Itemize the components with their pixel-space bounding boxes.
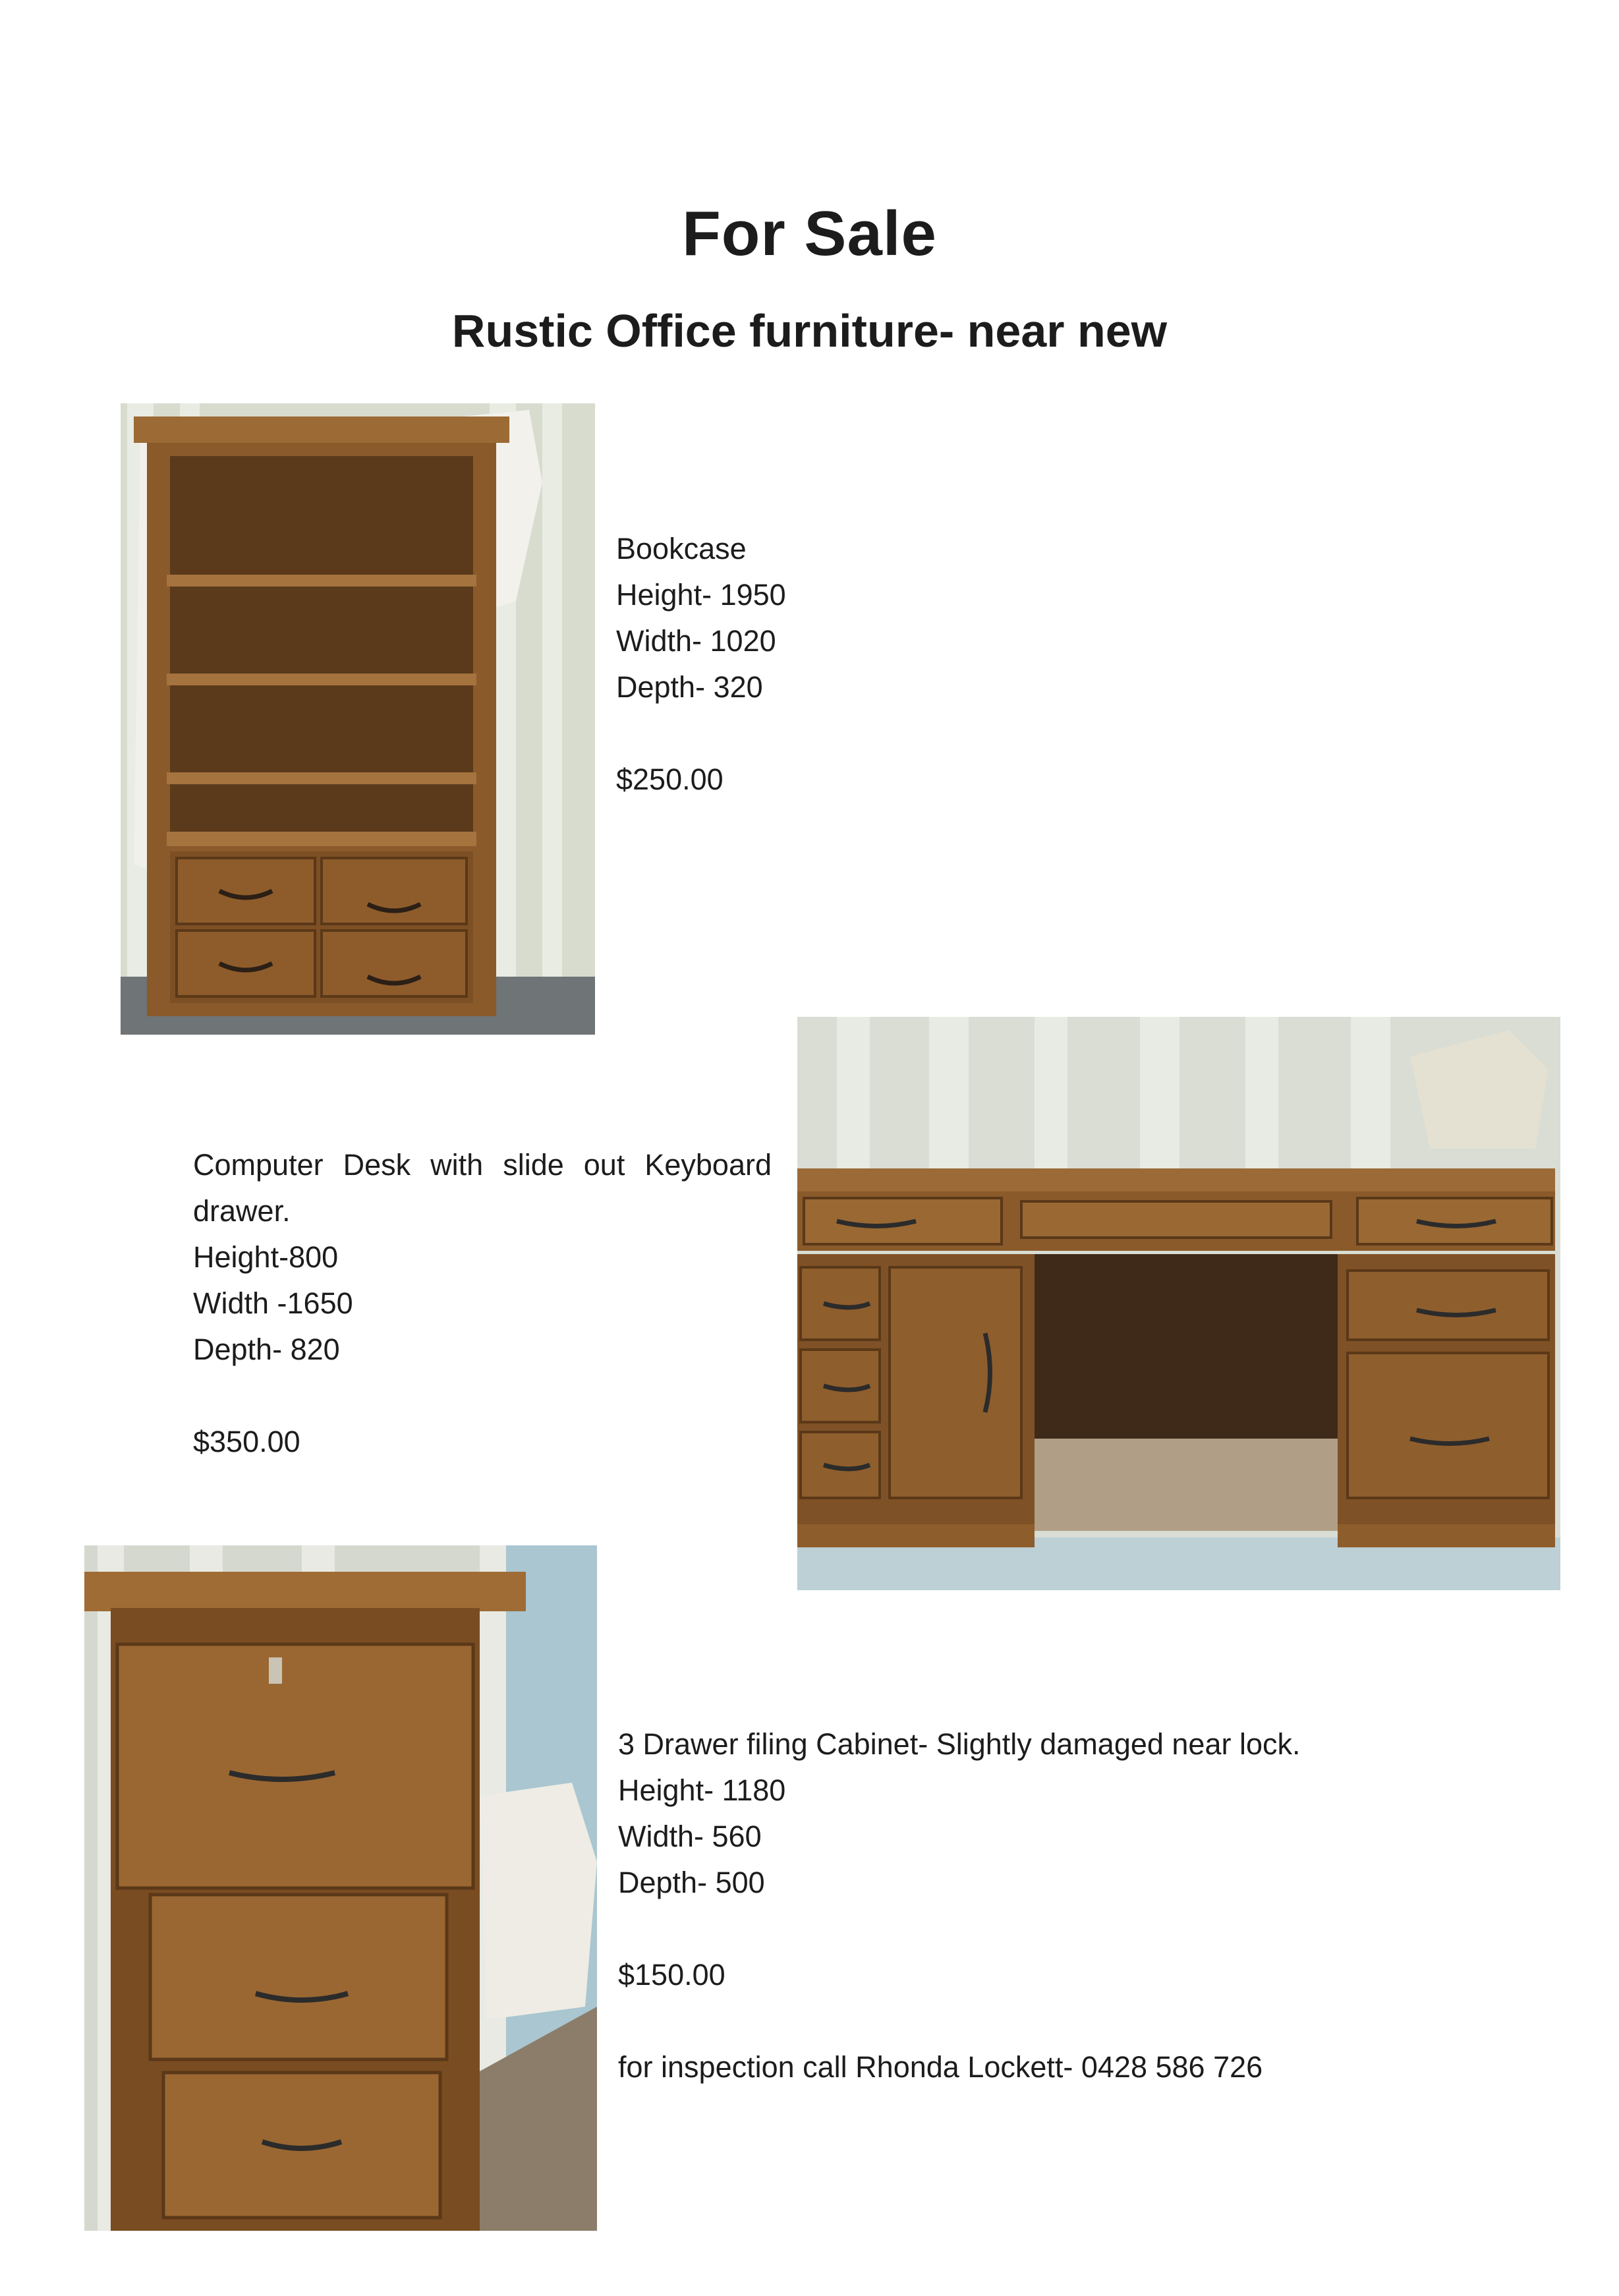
- bookcase-width: Width- 1020: [616, 624, 776, 658]
- filing-cabinet-width: Width- 560: [618, 1820, 762, 1853]
- computer-desk-price: $350.00: [193, 1425, 300, 1458]
- bookcase-depth: Depth- 320: [616, 670, 763, 704]
- filing-cabinet-details: [618, 1721, 1475, 2090]
- filing-cabinet-height: Height- 1180: [618, 1773, 786, 1807]
- computer-desk-photo: [797, 1017, 1560, 1590]
- computer-desk-name: Computer Desk with slide out Keyboard drawer.: [193, 1148, 772, 1228]
- bookcase-price: $250.00: [616, 762, 724, 796]
- contact-info: for inspection call Rhonda Lockett- 0428 586 726: [618, 2050, 1263, 2084]
- bookcase-name: Bookcase: [616, 532, 747, 565]
- filing-cabinet-price: $150.00: [618, 1958, 725, 1992]
- page-title: For Sale: [682, 198, 937, 269]
- page-subtitle: Rustic Office furniture- near new: [451, 305, 1168, 357]
- bookcase-height: Height- 1950: [616, 578, 786, 612]
- computer-desk-width: Width -1650: [193, 1286, 353, 1320]
- computer-desk-details: [193, 1142, 772, 1465]
- bookcase-photo: [121, 403, 595, 1035]
- filing-cabinet-name: 3 Drawer filing Cabinet- Slightly damaged near lock.: [618, 1727, 1301, 1761]
- computer-desk-height: Height-800: [193, 1240, 339, 1274]
- filing-cabinet-depth: Depth- 500: [618, 1866, 765, 1899]
- bookcase-details: [616, 526, 1077, 803]
- computer-desk-depth: Depth- 820: [193, 1333, 340, 1366]
- filing-cabinet-photo: [84, 1545, 597, 2231]
